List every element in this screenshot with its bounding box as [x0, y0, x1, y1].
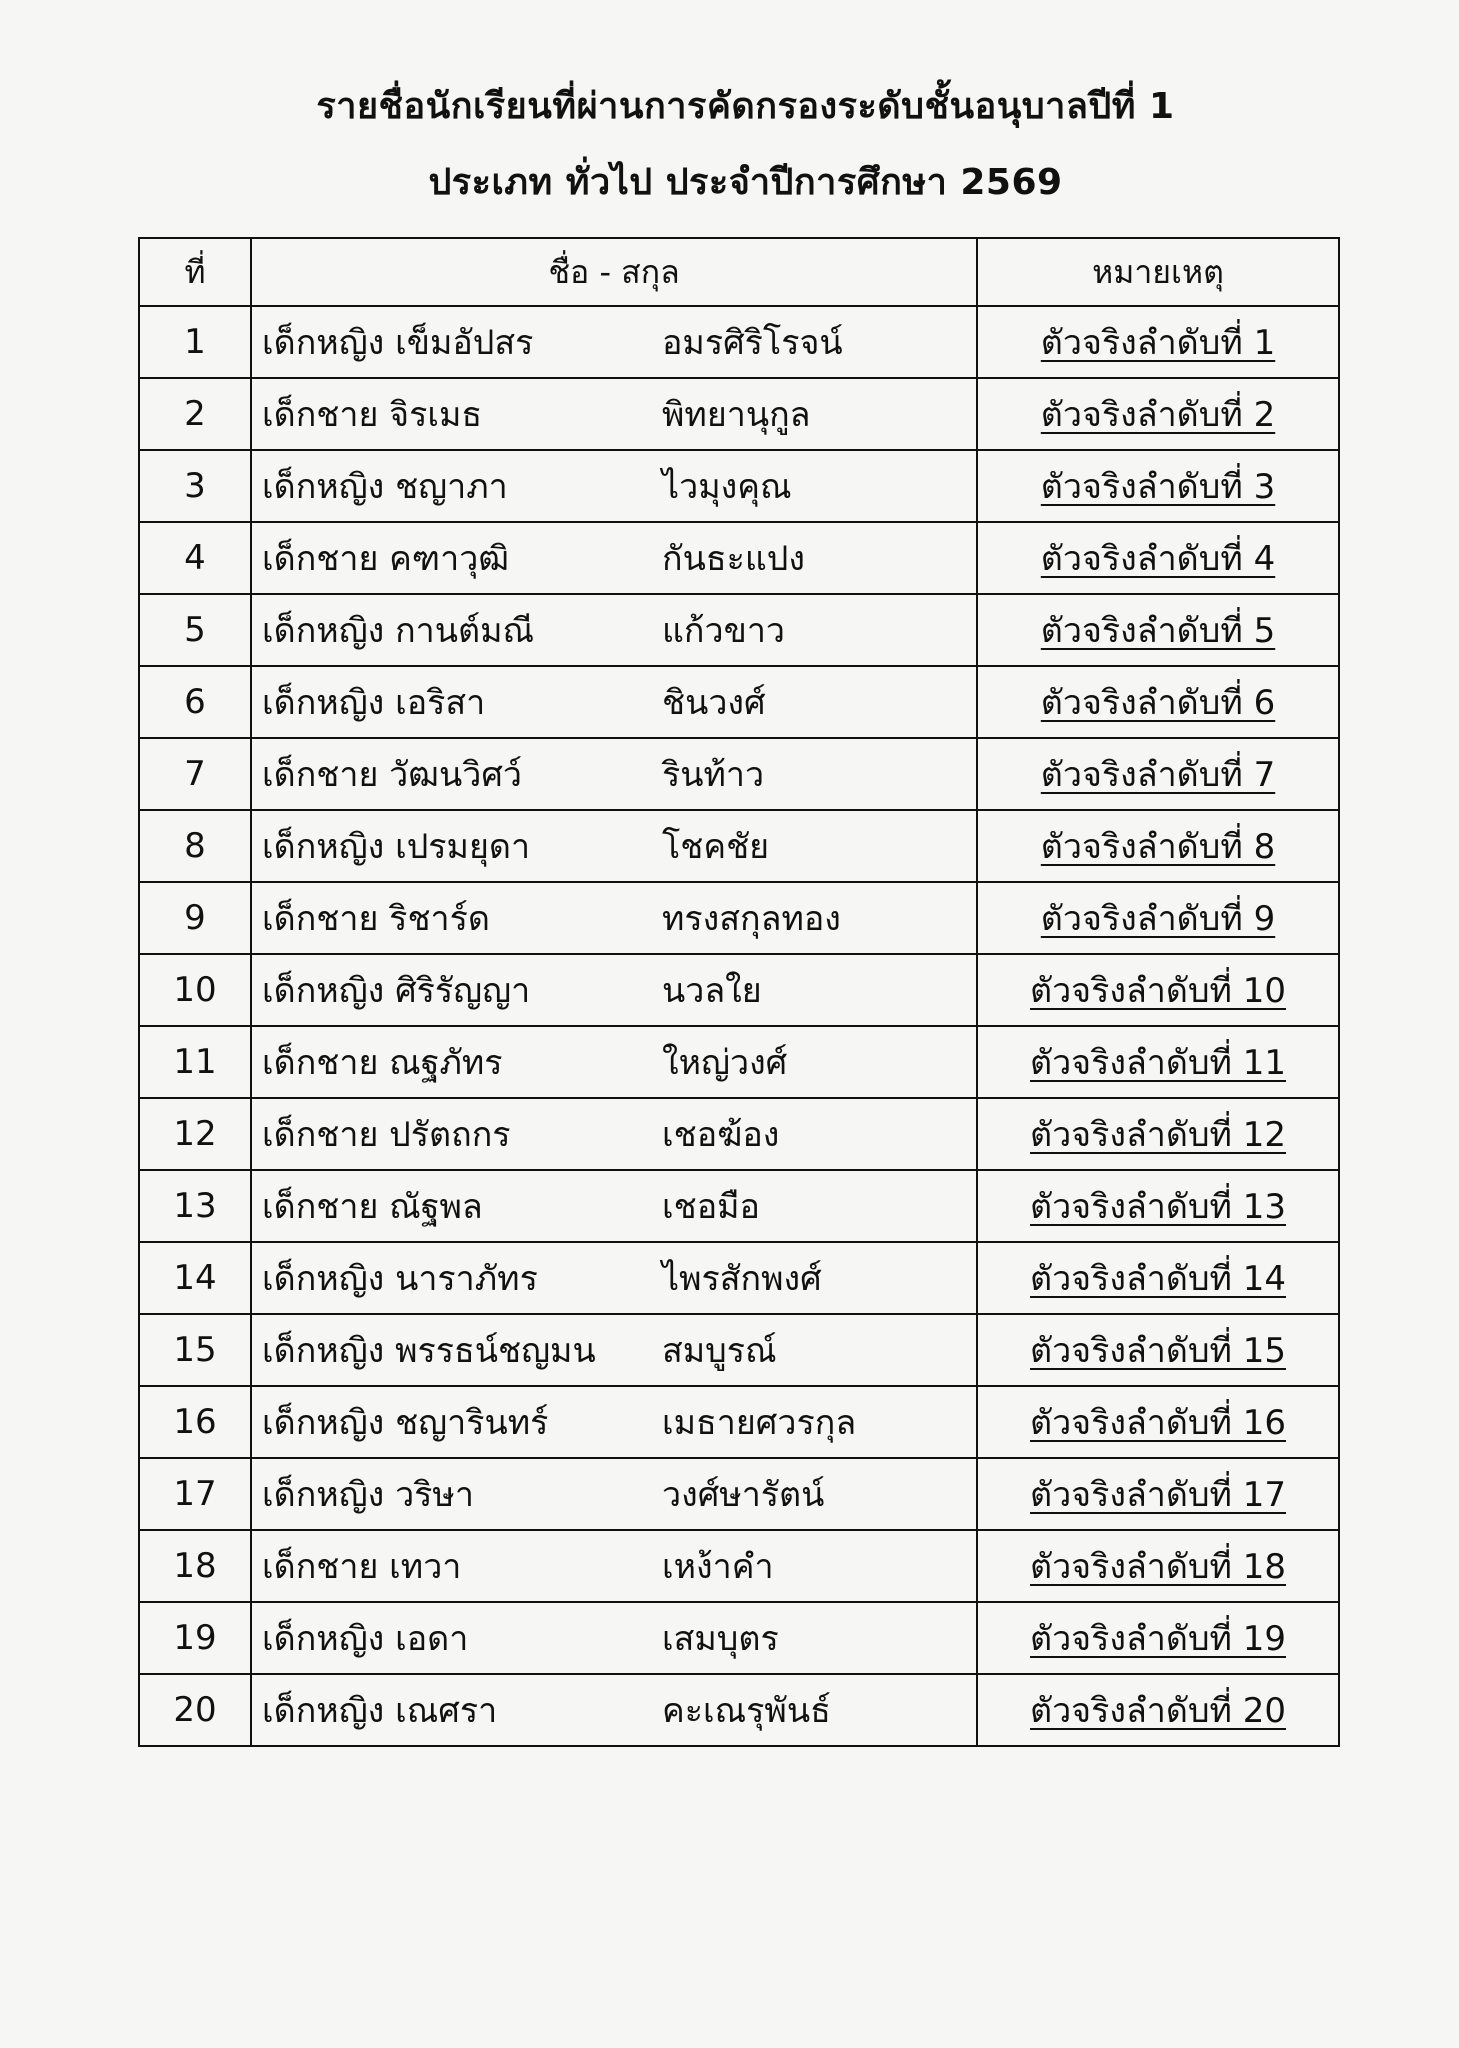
remark-cell — [977, 1602, 1339, 1674]
remark-text: ตัวจริงลำดับที่ 19 — [1029, 1619, 1287, 1659]
remark-cell — [977, 594, 1339, 666]
student-name-cell — [251, 1314, 977, 1386]
student-first-name: เด็กชาย เทวา — [262, 1547, 462, 1587]
document-subtitle: ประเภท ทั่วไป ประจำปีการศึกษา 2569 — [428, 162, 1063, 203]
student-name-cell — [251, 306, 977, 378]
student-name-cell — [251, 1242, 977, 1314]
student-last-name: รินท้าว — [662, 755, 765, 795]
table-row — [139, 1026, 1339, 1098]
header-note: หมายเหตุ — [977, 238, 1339, 306]
remark-cell — [977, 1170, 1339, 1242]
student-first-name: เด็กหญิง เปรมยุดา — [262, 827, 531, 867]
table-row — [139, 882, 1339, 954]
student-last-name: เชอมือ — [662, 1187, 760, 1227]
table-row — [139, 1674, 1339, 1746]
remark-text: ตัวจริงลำดับที่ 8 — [1040, 827, 1276, 867]
row-number: 15 — [139, 1314, 251, 1386]
remark-text: ตัวจริงลำดับที่ 17 — [1029, 1475, 1287, 1515]
student-name-cell — [251, 1170, 977, 1242]
student-first-name: เด็กหญิง นาราภัทร — [262, 1259, 538, 1299]
table-row — [139, 594, 1339, 666]
student-last-name: โชคชัย — [662, 827, 770, 867]
student-last-name: เสมบุตร — [662, 1619, 779, 1659]
student-name-cell — [251, 1458, 977, 1530]
row-number: 7 — [139, 738, 251, 810]
table-row — [139, 666, 1339, 738]
student-name-cell — [251, 378, 977, 450]
row-number: 10 — [139, 954, 251, 1026]
student-last-name: ใหญ่วงศ์ — [662, 1043, 788, 1083]
table-row — [139, 1458, 1339, 1530]
remark-cell — [977, 1386, 1339, 1458]
row-number: 5 — [139, 594, 251, 666]
student-first-name: เด็กชาย ณฐภัทร — [262, 1043, 503, 1083]
remark-cell — [977, 1098, 1339, 1170]
student-name-cell — [251, 1530, 977, 1602]
remark-cell — [977, 1674, 1339, 1746]
student-last-name: ไวมุงคุณ — [662, 467, 792, 507]
student-last-name: นวลใย — [662, 971, 762, 1011]
student-first-name: เด็กหญิง เณศรา — [262, 1691, 498, 1731]
row-number: 9 — [139, 882, 251, 954]
row-number: 3 — [139, 450, 251, 522]
student-last-name: เหง้าคำ — [662, 1547, 774, 1587]
table-row — [139, 450, 1339, 522]
student-last-name: สมบูรณ์ — [662, 1331, 777, 1371]
row-number: 16 — [139, 1386, 251, 1458]
table-row — [139, 522, 1339, 594]
remark-text: ตัวจริงลำดับที่ 1 — [1040, 323, 1276, 363]
student-first-name: เด็กหญิง กานต์มณี — [262, 611, 535, 651]
student-first-name: เด็กชาย ริชาร์ด — [262, 899, 490, 939]
row-number: 4 — [139, 522, 251, 594]
remark-text: ตัวจริงลำดับที่ 20 — [1029, 1691, 1287, 1731]
remark-text: ตัวจริงลำดับที่ 10 — [1029, 971, 1287, 1011]
student-last-name: คะเณรุพันธ์ — [662, 1691, 831, 1731]
table-row — [139, 1530, 1339, 1602]
student-first-name: เด็กหญิง เอริสา — [262, 683, 486, 723]
remark-cell — [977, 738, 1339, 810]
row-number: 11 — [139, 1026, 251, 1098]
table-row — [139, 1314, 1339, 1386]
student-name-cell — [251, 1098, 977, 1170]
remark-cell — [977, 306, 1339, 378]
student-roster-table — [138, 237, 1340, 1747]
student-name-cell — [251, 954, 977, 1026]
remark-text: ตัวจริงลำดับที่ 18 — [1029, 1547, 1287, 1587]
row-number: 13 — [139, 1170, 251, 1242]
student-first-name: เด็กหญิง วริษา — [262, 1475, 474, 1515]
table-row — [139, 954, 1339, 1026]
student-last-name: พิทยานุกูล — [662, 395, 811, 435]
row-number: 18 — [139, 1530, 251, 1602]
remark-text: ตัวจริงลำดับที่ 4 — [1040, 539, 1276, 579]
student-last-name: ชินวงศ์ — [662, 683, 766, 723]
remark-cell — [977, 1530, 1339, 1602]
student-last-name: เมธายศวรกุล — [662, 1403, 857, 1443]
remark-text: ตัวจริงลำดับที่ 9 — [1040, 899, 1276, 939]
row-number: 1 — [139, 306, 251, 378]
table-row — [139, 1602, 1339, 1674]
table-body — [139, 306, 1339, 1746]
table-header-row — [139, 238, 1339, 306]
student-first-name: เด็กชาย ปรัตถกร — [262, 1115, 511, 1155]
student-first-name: เด็กชาย จิรเมธ — [262, 395, 483, 435]
student-last-name: ไพรสักพงศ์ — [662, 1259, 822, 1299]
student-last-name: เชอฆ้อง — [662, 1115, 780, 1155]
remark-text: ตัวจริงลำดับที่ 12 — [1029, 1115, 1287, 1155]
remark-text: ตัวจริงลำดับที่ 2 — [1040, 395, 1276, 435]
row-number: 12 — [139, 1098, 251, 1170]
remark-text: ตัวจริงลำดับที่ 6 — [1040, 683, 1276, 723]
table-row — [139, 1386, 1339, 1458]
document-title: รายชื่อนักเรียนที่ผ่านการคัดกรองระดับชั้นอนุบาลปีที่ 1 — [316, 86, 1175, 127]
table-row — [139, 810, 1339, 882]
remark-text: ตัวจริงลำดับที่ 7 — [1040, 755, 1276, 795]
student-name-cell — [251, 1026, 977, 1098]
remark-cell — [977, 954, 1339, 1026]
remark-cell — [977, 666, 1339, 738]
table-row — [139, 738, 1339, 810]
student-first-name: เด็กชาย วัฒนวิศว์ — [262, 755, 522, 795]
header-name: ชื่อ - สกุล — [251, 238, 977, 306]
table-row — [139, 1098, 1339, 1170]
table-row — [139, 1242, 1339, 1314]
remark-cell — [977, 522, 1339, 594]
student-name-cell — [251, 450, 977, 522]
student-first-name: เด็กหญิง เข็มอัปสร — [262, 323, 534, 363]
row-number: 17 — [139, 1458, 251, 1530]
student-first-name: เด็กหญิง ศิริรัญญา — [262, 971, 531, 1011]
student-last-name: กันธะแปง — [662, 539, 805, 579]
student-first-name: เด็กหญิง เอดา — [262, 1619, 469, 1659]
student-first-name: เด็กหญิง พรรธน์ชญมน — [262, 1331, 596, 1371]
student-first-name: เด็กหญิง ชญาภา — [262, 467, 508, 507]
remark-cell — [977, 450, 1339, 522]
remark-text: ตัวจริงลำดับที่ 11 — [1029, 1043, 1287, 1083]
student-first-name: เด็กหญิง ชญารินทร์ — [262, 1403, 549, 1443]
remark-cell — [977, 378, 1339, 450]
row-number: 14 — [139, 1242, 251, 1314]
table-row — [139, 306, 1339, 378]
remark-cell — [977, 882, 1339, 954]
student-first-name: เด็กชาย คฑาวุฒิ — [262, 539, 510, 579]
table-row — [139, 1170, 1339, 1242]
row-number: 8 — [139, 810, 251, 882]
student-name-cell — [251, 810, 977, 882]
row-number: 6 — [139, 666, 251, 738]
remark-cell — [977, 810, 1339, 882]
row-number: 19 — [139, 1602, 251, 1674]
remark-cell — [977, 1242, 1339, 1314]
student-last-name: วงศ์ษารัตน์ — [662, 1475, 825, 1515]
student-name-cell — [251, 882, 977, 954]
student-name-cell — [251, 1386, 977, 1458]
remark-text: ตัวจริงลำดับที่ 14 — [1029, 1259, 1287, 1299]
remark-text: ตัวจริงลำดับที่ 15 — [1029, 1331, 1287, 1371]
remark-text: ตัวจริงลำดับที่ 5 — [1040, 611, 1276, 651]
remark-text: ตัวจริงลำดับที่ 3 — [1040, 467, 1276, 507]
student-name-cell — [251, 738, 977, 810]
student-last-name: อมรศิริโรจน์ — [662, 323, 843, 363]
student-name-cell — [251, 522, 977, 594]
remark-text: ตัวจริงลำดับที่ 16 — [1029, 1403, 1287, 1443]
header-number: ที่ — [139, 238, 251, 306]
student-last-name: แก้วขาว — [662, 611, 786, 651]
row-number: 2 — [139, 378, 251, 450]
table-row — [139, 378, 1339, 450]
student-name-cell — [251, 1602, 977, 1674]
student-name-cell — [251, 1674, 977, 1746]
row-number: 20 — [139, 1674, 251, 1746]
remark-cell — [977, 1026, 1339, 1098]
student-name-cell — [251, 666, 977, 738]
remark-cell — [977, 1314, 1339, 1386]
remark-text: ตัวจริงลำดับที่ 13 — [1029, 1187, 1287, 1227]
remark-cell — [977, 1458, 1339, 1530]
student-last-name: ทรงสกุลทอง — [662, 899, 841, 939]
student-name-cell — [251, 594, 977, 666]
student-first-name: เด็กชาย ณัฐพล — [262, 1187, 483, 1227]
